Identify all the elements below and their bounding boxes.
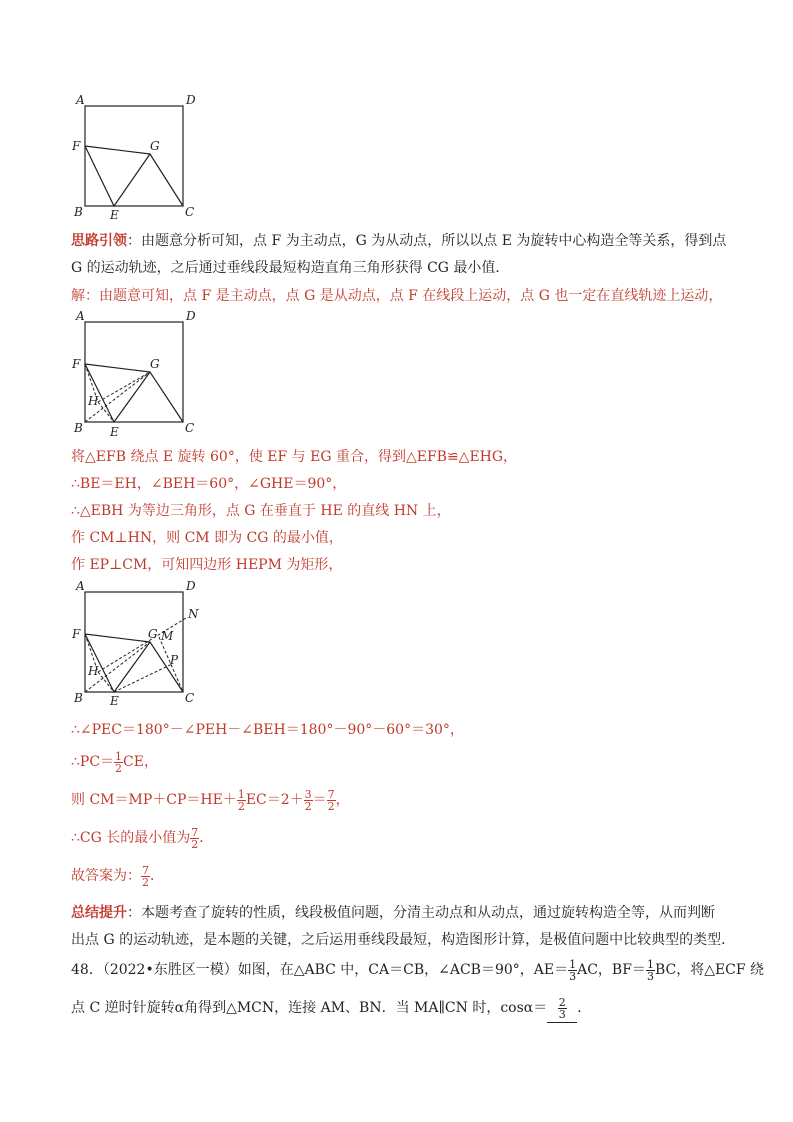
- label-G: G: [150, 139, 160, 153]
- frac-den: 2: [142, 875, 149, 889]
- step8-eq: ＝: [312, 792, 327, 808]
- step7-pre: ∴PC＝: [71, 754, 115, 770]
- label-B: B: [74, 205, 83, 219]
- frac-num: 2: [558, 995, 566, 1009]
- answer-pre: 故答案为：: [71, 868, 141, 884]
- step8-pre: 则 CM＝MP＋CP＝HE＋: [71, 792, 237, 808]
- frac-den: 3: [558, 1007, 566, 1021]
- label-G: G: [148, 627, 158, 641]
- label-C: C: [185, 205, 195, 219]
- fraction-ae: [568, 959, 577, 982]
- p48-part3: BC，将△ECF 绕: [654, 962, 765, 978]
- step7-post: CE，: [123, 754, 158, 770]
- solution-intro: 解：由题意可知，点 F 是主动点，点 G 是从动点，点 F 在线段上运动，点 G 也一定在直线轨迹上运动，: [71, 288, 723, 304]
- frac-den: 2: [191, 837, 199, 851]
- summary-text-1: ：本题考查了旋转的性质，线段极值问题，分清主动点和从动点，通过旋转构造全等，从而判断: [127, 905, 715, 921]
- label-E: E: [110, 694, 119, 708]
- answer-post: ．: [150, 868, 164, 884]
- hint-text-1: ：由题意分析可知，点 F 为主动点，G 为从动点，所以以点 E 为旋转中心构造全等关系，得到点: [127, 233, 727, 249]
- label-E: E: [110, 425, 119, 439]
- figure-1-square-diagram: [68, 92, 208, 222]
- label-A: A: [76, 309, 85, 323]
- frac-num: 3: [304, 787, 312, 801]
- fraction-1-2: [114, 751, 123, 774]
- p48-part2: AC，BF＝: [577, 962, 646, 978]
- answer-fraction: [141, 865, 150, 888]
- answer-blank: [547, 994, 577, 1023]
- hint-tag: 思路引领: [71, 233, 127, 249]
- frac-den: 2: [115, 761, 123, 775]
- fraction-1-2: [237, 789, 246, 812]
- step8-post: ，: [335, 792, 350, 808]
- hint-line-1: [71, 231, 726, 251]
- label-M: M: [161, 629, 174, 643]
- label-D: D: [186, 93, 196, 107]
- solution-step-1: 将△EFB 绕点 E 旋转 60°，使 EF 与 EG 重合，得到△EFB≌△EHG，: [71, 449, 518, 465]
- solution-step-7: [71, 748, 158, 776]
- frac-den: 2: [304, 799, 312, 813]
- frac-den: 3: [646, 969, 654, 983]
- solution-step-2: ∴BE＝EH，∠BEH＝60°，∠GHE＝90°，: [71, 476, 347, 492]
- label-B: B: [74, 421, 83, 435]
- label-P: P: [170, 653, 179, 667]
- frac-num: 1: [646, 957, 654, 971]
- label-G: G: [150, 357, 160, 371]
- problem-48-line-2: [71, 994, 591, 1023]
- hint-line-2: G 的运动轨迹，之后通过垂线段最短构造直角三角形获得 CG 最小值．: [71, 260, 510, 276]
- step9-pre: ∴CG 长的最小值为: [71, 830, 191, 846]
- solution-step-5: 作 EP⊥CM，可知四边形 HEPM 为矩形，: [71, 557, 343, 573]
- fraction-3-2: [304, 789, 313, 812]
- fraction-bf: [646, 959, 655, 982]
- fraction-7-2: [190, 827, 199, 850]
- label-H: H: [88, 394, 99, 408]
- label-F: F: [72, 357, 81, 371]
- label-A: A: [76, 579, 85, 593]
- solution-step-3: ∴△EBH 为等边三角形，点 G 在垂直于 HE 的直线 HN 上，: [71, 503, 451, 519]
- frac-den: 2: [237, 799, 245, 813]
- label-N: N: [188, 607, 199, 621]
- label-H: H: [88, 664, 99, 678]
- answer-fraction: [558, 997, 567, 1020]
- label-E: E: [110, 208, 119, 222]
- frac-num: 1: [569, 957, 577, 971]
- label-D: D: [186, 309, 196, 323]
- figure-3-perpendicular-diagram: [68, 578, 218, 708]
- summary-line-2: 出点 G 的运动轨迹，是本题的关键，之后运用垂线段最短，构造图形计算，是极值问题中比较典型的类型．: [71, 932, 736, 948]
- summary-line-1: [71, 903, 715, 923]
- solution-step-4: 作 CM⊥HN，则 CM 即为 CG 的最小值，: [71, 530, 343, 546]
- frac-num: 7: [191, 825, 199, 839]
- solution-step-6: ∴∠PEC＝180°－∠PEH－∠BEH＝180°－90°－60°＝30°，: [71, 722, 464, 738]
- label-C: C: [185, 691, 195, 705]
- label-C: C: [185, 421, 195, 435]
- frac-den: 2: [327, 799, 335, 813]
- figure-2-rotation-diagram: [68, 308, 208, 440]
- fraction-7-2: [327, 789, 336, 812]
- label-B: B: [74, 691, 83, 705]
- frac-num: 7: [142, 863, 149, 877]
- label-F: F: [72, 627, 81, 641]
- problem-48-line-1: [71, 956, 764, 984]
- frac-den: 3: [569, 969, 577, 983]
- p48-line2-pre: 点 C 逆时针旋转α角得到△MCN，连接 AM、BN．当 MA∥CN 时，cosα＝: [71, 1000, 548, 1016]
- summary-tag: 总结提升: [71, 905, 127, 921]
- frac-num: 1: [237, 787, 245, 801]
- answer-line: [71, 862, 164, 890]
- step8-mid: EC＝2＋: [245, 792, 304, 808]
- p48-line2-post: ．: [577, 1000, 592, 1016]
- solution-step-9: [71, 824, 213, 852]
- solution-step-8: [71, 786, 350, 814]
- step9-post: ．: [199, 830, 214, 846]
- label-A: A: [76, 93, 85, 107]
- p48-part1: 48．（2022•东胜区一模）如图，在△ABC 中，CA＝CB，∠ACB＝90°，AE＝: [71, 962, 569, 978]
- label-F: F: [72, 139, 81, 153]
- frac-num: 7: [327, 787, 335, 801]
- frac-num: 1: [115, 749, 123, 763]
- label-D: D: [186, 579, 196, 593]
